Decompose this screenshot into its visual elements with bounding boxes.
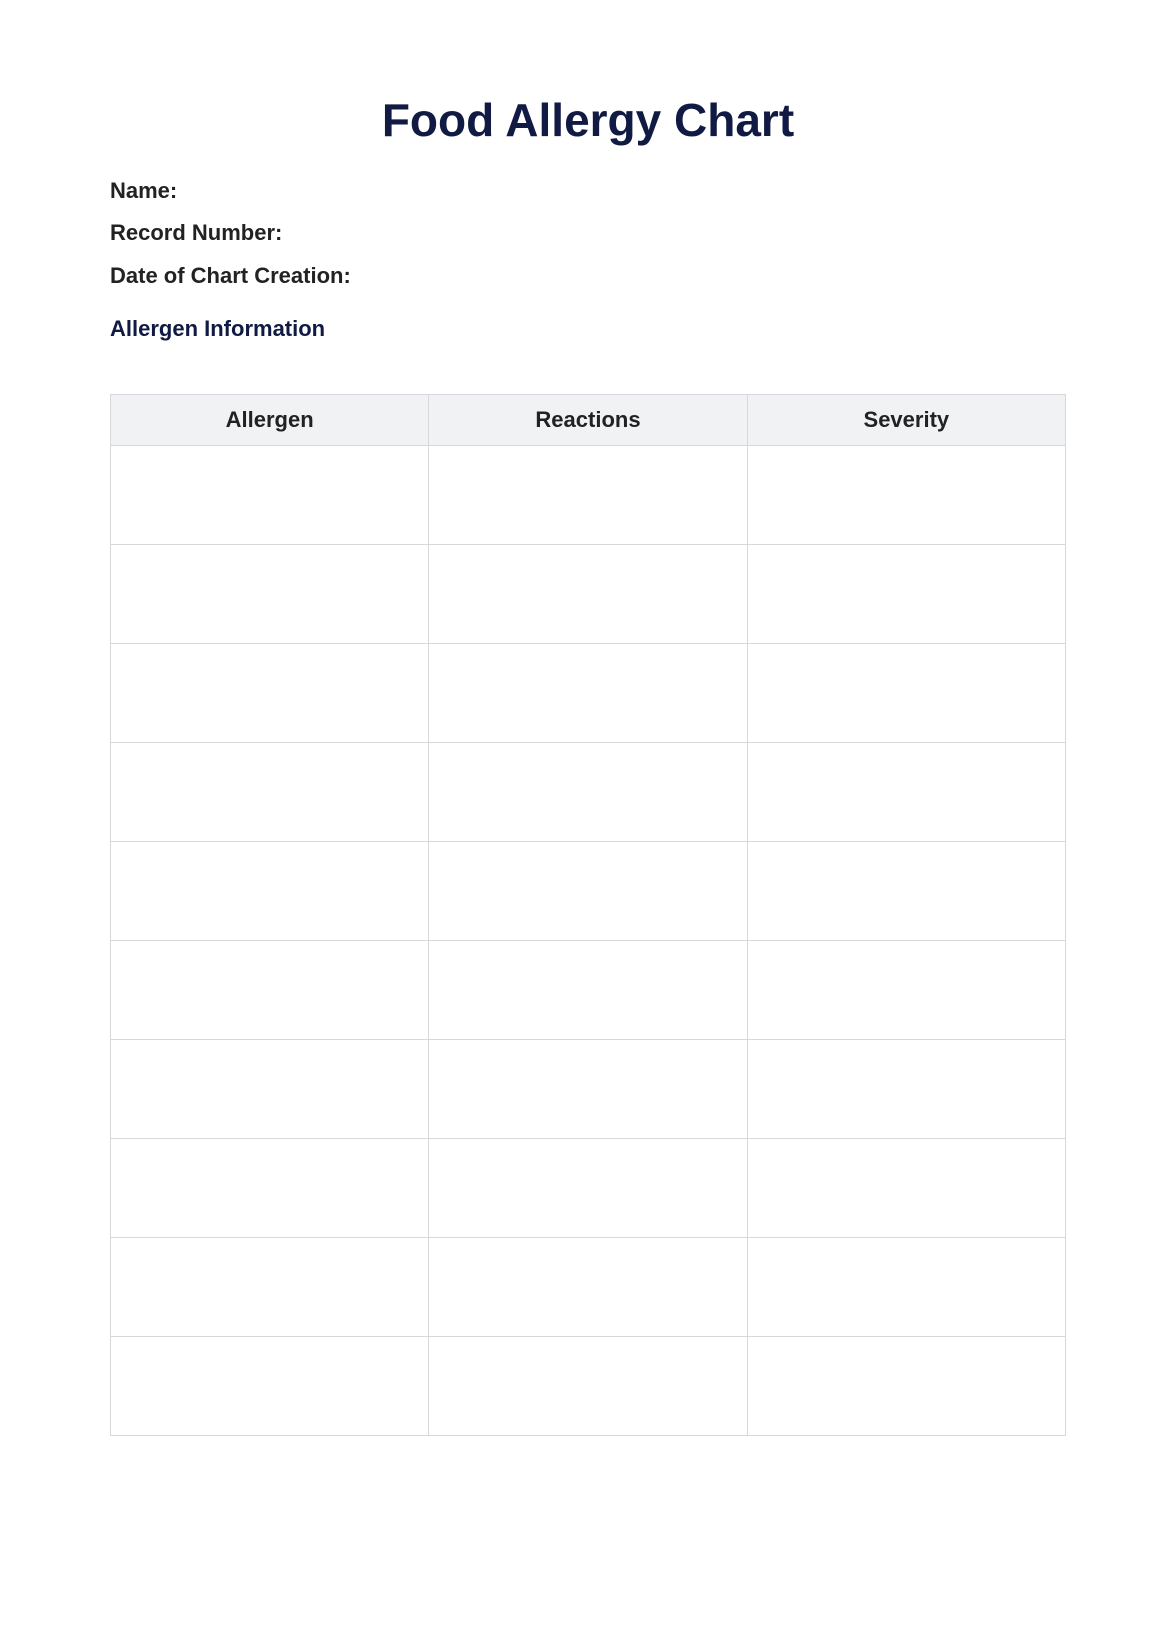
table-cell-reactions[interactable] (429, 1238, 747, 1337)
table-row (111, 1040, 1066, 1139)
table-cell-allergen[interactable] (111, 446, 429, 545)
table-cell-reactions[interactable] (429, 1337, 747, 1436)
table-row (111, 941, 1066, 1040)
table-cell-reactions[interactable] (429, 446, 747, 545)
table-row (111, 1238, 1066, 1337)
table-cell-reactions[interactable] (429, 1040, 747, 1139)
table-cell-severity[interactable] (747, 644, 1065, 743)
table-cell-reactions[interactable] (429, 644, 747, 743)
allergen-table (110, 394, 1066, 1436)
table-cell-allergen[interactable] (111, 1337, 429, 1436)
record-number-field-label: Record Number: (110, 220, 283, 245)
column-header-allergen: Allergen (111, 395, 429, 446)
table-body (111, 446, 1066, 1436)
column-header-reactions: Reactions (429, 395, 747, 446)
table-cell-allergen[interactable] (111, 1238, 429, 1337)
table-cell-allergen[interactable] (111, 1139, 429, 1238)
table-header-row (111, 395, 1066, 446)
table-cell-severity[interactable] (747, 842, 1065, 941)
column-header-severity: Severity (747, 395, 1065, 446)
table-cell-reactions[interactable] (429, 743, 747, 842)
table-row (111, 644, 1066, 743)
table-row (111, 743, 1066, 842)
table-row (111, 1139, 1066, 1238)
table-cell-severity[interactable] (747, 743, 1065, 842)
name-field-label: Name: (110, 178, 178, 203)
table-cell-allergen[interactable] (111, 941, 429, 1040)
table-cell-severity[interactable] (747, 1139, 1065, 1238)
date-field-label: Date of Chart Creation: (110, 263, 351, 288)
table-cell-allergen[interactable] (111, 842, 429, 941)
table-cell-reactions[interactable] (429, 941, 747, 1040)
table-row (111, 446, 1066, 545)
table-cell-severity[interactable] (747, 1238, 1065, 1337)
table-row (111, 545, 1066, 644)
table-cell-severity[interactable] (747, 1337, 1065, 1436)
section-title: Allergen Information (110, 316, 326, 341)
table-cell-reactions[interactable] (429, 545, 747, 644)
table-cell-severity[interactable] (747, 941, 1065, 1040)
table-cell-allergen[interactable] (111, 644, 429, 743)
table-cell-reactions[interactable] (429, 842, 747, 941)
page-title: Food Allergy Chart (381, 94, 795, 146)
table-cell-allergen[interactable] (111, 1040, 429, 1139)
table-cell-severity[interactable] (747, 1040, 1065, 1139)
table-cell-allergen[interactable] (111, 545, 429, 644)
table-row (111, 842, 1066, 941)
table-cell-reactions[interactable] (429, 1139, 747, 1238)
table-cell-allergen[interactable] (111, 743, 429, 842)
table-cell-severity[interactable] (747, 545, 1065, 644)
table-cell-severity[interactable] (747, 446, 1065, 545)
table-row (111, 1337, 1066, 1436)
